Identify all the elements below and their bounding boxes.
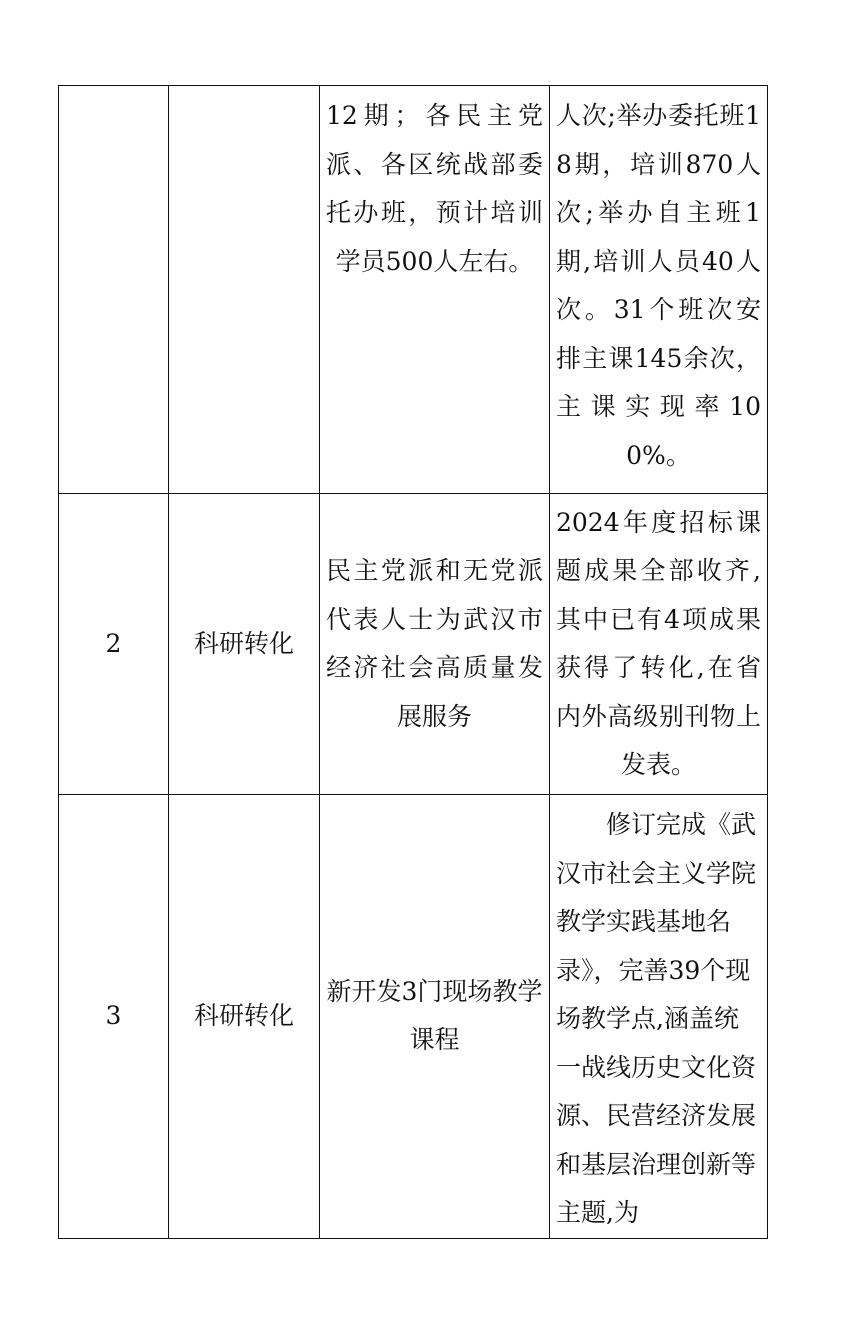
- table-row: [59, 494, 768, 795]
- cell-no: 3: [59, 795, 169, 1239]
- cell-task: [320, 795, 550, 1239]
- cell-result-text: 修订完成《武汉市社会主义学院教学实践基地名录》，完善39个现场教学点,涵盖统一战线历史文化资源、民营经济发展和基层治理创新等主题,为: [556, 810, 757, 1227]
- cell-result: [550, 86, 768, 494]
- work-table: [58, 85, 768, 1239]
- cell-task-text: 新开发3门现场教学课程: [326, 976, 543, 1055]
- cell-category: [169, 86, 320, 494]
- table-row: [59, 795, 768, 1239]
- cell-result-text: 人次;举办委托班18期，培训870人次;举办自主班1期,培训人员40人次。31个班次安排主课145余次，主课实现率100%。: [556, 101, 761, 470]
- cell-category: 科研转化: [169, 795, 320, 1239]
- cell-result-text: 2024年度招标课题成果全部收齐,其中已有4项成果获得了转化,在省内外高级别刊物上发表。: [556, 507, 761, 779]
- cell-no: [59, 86, 169, 494]
- cell-task: [320, 494, 550, 795]
- cell-category: 科研转化: [169, 494, 320, 795]
- cell-result: [550, 795, 768, 1239]
- table-row: [59, 86, 768, 494]
- cell-no: 2: [59, 494, 169, 795]
- cell-task-text: 民主党派和无党派代表人士为武汉市经济社会高质量发展服务: [326, 556, 543, 731]
- cell-task-text: 12期；各民主党派、各区统战部委托办班，预计培训学员500人左右。: [326, 101, 543, 276]
- cell-result: [550, 494, 768, 795]
- cell-task: [320, 86, 550, 494]
